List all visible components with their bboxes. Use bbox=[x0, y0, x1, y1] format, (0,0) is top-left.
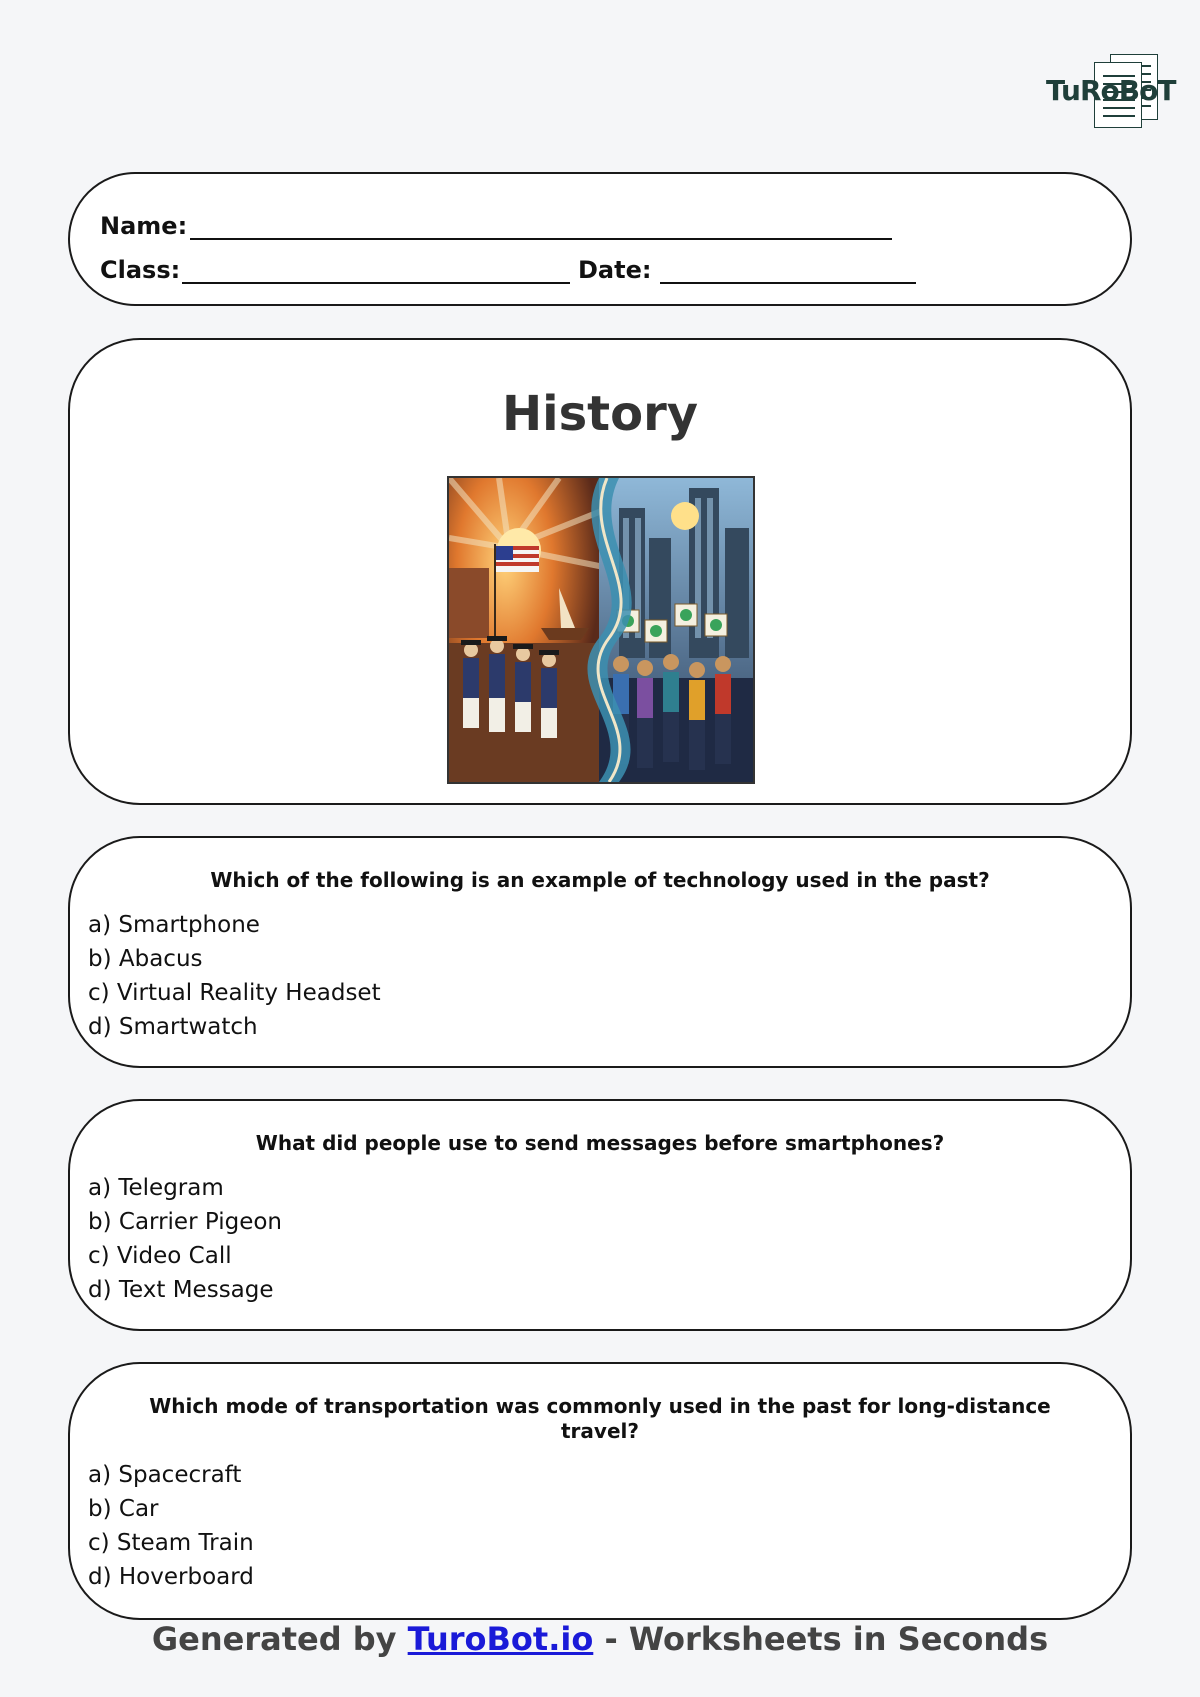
answer-option[interactable]: c) Video Call bbox=[88, 1243, 232, 1269]
page-title: History bbox=[501, 386, 699, 442]
answer-option[interactable]: a) Spacecraft bbox=[88, 1462, 242, 1488]
footer-credit bbox=[0, 1620, 1200, 1658]
date-label: Date: bbox=[578, 256, 652, 284]
name-label: Name: bbox=[100, 212, 188, 240]
name-line[interactable] bbox=[190, 238, 892, 240]
logo-wordmark: TuRoBoT bbox=[1046, 74, 1176, 107]
question-card bbox=[68, 1099, 1132, 1331]
topic-box bbox=[68, 338, 1132, 805]
class-line[interactable] bbox=[182, 282, 570, 284]
turobot-link[interactable]: TuroBot.io bbox=[407, 1620, 594, 1658]
answer-option[interactable]: c) Steam Train bbox=[88, 1530, 254, 1556]
question-text: Which mode of transportation was commonly used in the past for long-distance travel? bbox=[149, 1394, 1051, 1443]
student-info-box bbox=[68, 172, 1132, 306]
answer-option[interactable]: a) Smartphone bbox=[88, 912, 260, 938]
question-card bbox=[68, 836, 1132, 1068]
answer-option[interactable]: c) Virtual Reality Headset bbox=[88, 980, 381, 1006]
footer-prefix: Generated by bbox=[151, 1620, 408, 1658]
footer-suffix: - Worksheets in Seconds bbox=[593, 1620, 1049, 1658]
answer-option[interactable]: b) Abacus bbox=[88, 946, 203, 972]
answer-option[interactable]: b) Carrier Pigeon bbox=[88, 1209, 283, 1235]
answer-option[interactable]: d) Smartwatch bbox=[88, 1014, 258, 1040]
answer-option[interactable]: a) Telegram bbox=[88, 1175, 224, 1201]
answer-option[interactable]: b) Car bbox=[88, 1496, 159, 1522]
answer-option[interactable]: d) Hoverboard bbox=[88, 1564, 254, 1590]
question-text: What did people use to send messages before smartphones? bbox=[255, 1131, 945, 1155]
class-label: Class: bbox=[100, 256, 181, 284]
question-card bbox=[68, 1362, 1132, 1620]
history-collage-illustration bbox=[447, 476, 755, 784]
date-line[interactable] bbox=[660, 282, 916, 284]
answer-option[interactable]: d) Text Message bbox=[88, 1277, 274, 1303]
question-text: Which of the following is an example of technology used in the past? bbox=[210, 868, 990, 892]
turobot-logo bbox=[1046, 52, 1176, 136]
